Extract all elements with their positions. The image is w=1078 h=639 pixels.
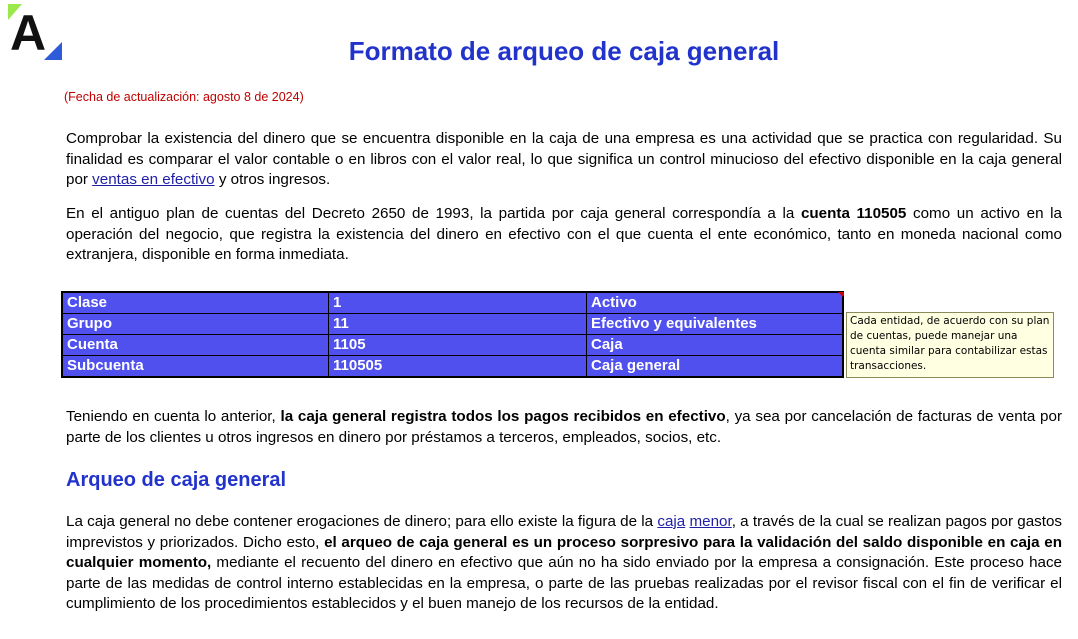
body-bold-text: la caja general registra todos los pagos recibidos en efectivo: [280, 408, 726, 425]
table-cell: Activo: [587, 292, 844, 314]
cell-comment-note: Cada entidad, de acuerdo con su plan de cuentas, puede manejar una cuenta similar para contabilizar estas transacciones.: [846, 312, 1054, 378]
account-number-bold: cuenta 110505: [800, 205, 907, 222]
table-cell: Grupo: [62, 314, 329, 335]
table-cell: 1105: [329, 335, 587, 356]
logo-letter: A: [10, 5, 47, 61]
table-cell: 11: [329, 314, 587, 335]
intro-text: como un activo en la operación del negocio, que registra la existencia del dinero en efectivo con el que cuenta el ente económico, tanto en moneda nacional como extranjera, disponible en forma inmediata.: [66, 205, 1062, 264]
intro-paragraph-2: [66, 204, 1062, 266]
table-cell: Caja general: [587, 356, 844, 378]
account-classification-table: [61, 291, 844, 378]
body-text: , a través de la cual se realizan pagos por gastos imprevistos y priorizados. Dicho esto,: [66, 513, 1062, 551]
table-row: [62, 314, 843, 335]
table-row: [62, 356, 843, 378]
body-text: Teniendo en cuenta lo anterior,: [66, 408, 281, 425]
update-date: (Fecha de actualización: agosto 8 de 2024): [64, 90, 304, 104]
paragraph-3: [66, 407, 1062, 448]
table-cell: 110505: [329, 356, 587, 378]
body-text: La caja general no debe contener erogaciones de dinero; para ello existe la figura de la: [66, 513, 658, 530]
intro-paragraph-1: [66, 129, 1062, 191]
intro-text: y otros ingresos.: [214, 171, 331, 189]
ventas-en-efectivo-link[interactable]: ventas en efectivo: [92, 171, 215, 189]
intro-text: En el antiguo plan de cuentas del Decreto 2650 de 1993, la partida por caja general correspondía a la: [66, 205, 801, 222]
body-text: mediante el recuento del dinero en efectivo que aún no ha sido enviado por la empresa a consignación. Este proceso hace parte de las medidas de control interno establecidas en la empresa, o parte de las pruebas realizadas por el revisor fiscal con el fin de verificar el cumplimiento de los procedimientos establecidos y el buen manejo de los recursos de la entidad.: [66, 554, 1063, 613]
table-cell: Subcuenta: [62, 356, 329, 378]
paragraph-4: [66, 512, 1062, 615]
table-row: [62, 335, 843, 356]
page-title: Formato de arqueo de caja general: [348, 36, 780, 66]
comment-connector: [843, 296, 844, 316]
table-cell: Efectivo y equivalentes: [587, 314, 844, 335]
table-row: [62, 292, 843, 314]
intro-text: Comprobar la existencia del dinero que se encuentra disponible en la caja de una empresa es una actividad que se practica con regularidad. Su finalidad es comparar el valor contable o en libros con el valor real, lo que significa un control minucioso del efectivo disponible en la caja general por: [66, 130, 1062, 189]
table-cell: 1: [329, 292, 587, 314]
body-bold-text: el arqueo de caja general es un proceso sorpresivo para la validación del saldo disponible en caja en cualquier momento,: [66, 533, 1063, 572]
menor-link[interactable]: menor: [689, 513, 732, 530]
table-cell: Caja: [587, 335, 844, 356]
table-cell: Cuenta: [62, 335, 329, 356]
body-text: , ya sea por cancelación de facturas de venta por parte de los clientes u otros ingresos en dinero por préstamos a terceros, empleados, socios, etc.: [66, 408, 1063, 446]
section-heading: Arqueo de caja general: [66, 469, 287, 491]
table-cell: Clase: [62, 292, 329, 314]
caja-link[interactable]: caja: [657, 513, 686, 530]
